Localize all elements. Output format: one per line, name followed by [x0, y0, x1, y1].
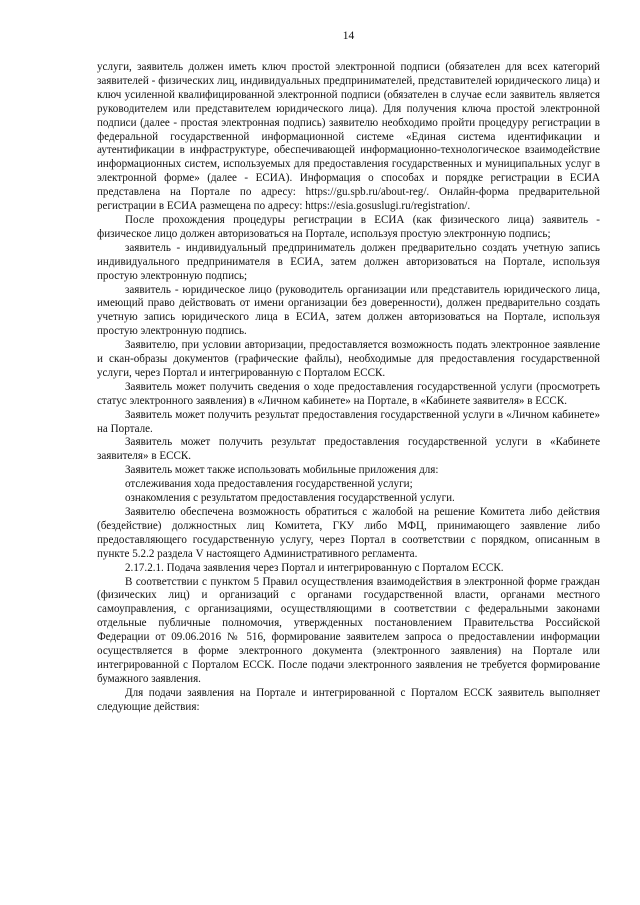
list-item-result: ознакомления с результатом предоставления государственной услуги. — [125, 492, 455, 505]
list-item-tracking: отслеживания хода предоставления государственной услуги; — [125, 478, 413, 491]
paragraph-result-portal: Заявитель может получить результат предоставления государственной услуги в «Личном кабинете» на Портале. — [97, 408, 600, 435]
paragraph-legal-entity: заявитель - юридическое лицо (руководитель организации или представитель юридического лица, имеющий право действовать от имени организации без доверенности), должен предварительно создать учетную запись юридического лица в ЕСИА, затем должен авторизоваться на Портале, используя простую электронную подпись. — [97, 283, 600, 338]
paragraph-complaint: Заявителю обеспечена возможность обратиться с жалобой на решение Комитета либо действия (бездействие) должностных лиц Комитета, ГКУ либо МФЦ, принимающего заявление либо предоставляющего государственную услугу, через Портал в соответствии с порядком, описанным в пункте 5.2.2 раздела V настоящего Административного регламента. — [97, 506, 600, 560]
paragraph-after-registration: После прохождения процедуры регистрации в ЕСИА (как физического лица) заявитель - физическое лицо должен авторизоваться на Портале, используя простую электронную подпись; — [97, 213, 600, 240]
paragraph-esia-key: услуги, заявитель должен иметь ключ простой электронной подписи (обязателен для всех категорий заявителей - физических лиц, индивидуальных предпринимателей, представителей юридического лица) и ключ усиленной квалифицированной электронной подписи (обязателен в случае если заявитель является руководителем или представителем юридического лица). Для получения ключа простой электронной подписи (далее - простая электронная подпись) заявителю необходимо пройти процедуру регистрации в федеральной государственной информационной системе «Единая система идентификации и аутентификации в инфраструктуре, обеспечивающей информационно-технологическое взаимодействие информационных систем, используемых для предоставления государственных и муниципальных услуг в электронной форме» (далее - ЕСИА). Информация о способах и порядке регистрации в ЕСИА представлена на Портале по адресу: https://gu.spb.ru/about-reg/. Онлайн-форма предварительной регистрации в ЕСИА размещена по адресу: https://esia.gosuslugi.ru/registration/. — [97, 61, 600, 213]
paragraph-submit-application: Заявителю, при условии авторизации, предоставляется возможность подать электронное заявление и скан-образы документов (графические файлы), необходимые для предоставления государственной услуги, через Портал и интегрированную с Порталом ЕССК. — [97, 339, 600, 379]
paragraph-result-essk: Заявитель может получить результат предоставления государственной услуги в «Кабинете заявителя» в ЕССК. — [97, 436, 600, 463]
paragraph-status-info: Заявитель может получить сведения о ходе предоставления государственной услуги (просмотреть статус электронного заявления) в «Личном кабинете» на Портале, в «Кабинете заявителя» в ЕССК. — [97, 380, 600, 407]
paragraph-rules-point-5: В соответствии с пунктом 5 Правил осуществления взаимодействия в электронной форме граждан (физических лиц) и организаций с органами государственной власти, органами местного самоуправления, с организациями, осуществляющими в соответствии с федеральными законами отдельные публичные полномочия, утвержденных постановлением Правительства Российской Федерации от 09.06.2016 № 516, формирование заявителем запроса о предоставлении информации осуществляется в форме электронного документа (электронного заявления) на Портале или интегрированной с Порталом ЕССК. После подачи электронного заявления не требуется формирование бумажного заявления. — [97, 575, 600, 685]
paragraph-entrepreneur: заявитель - индивидуальный предприниматель должен предварительно создать учетную запись индивидуального предпринимателя в ЕСИА, затем должен авторизоваться на Портале, используя простую электронную подпись; — [97, 241, 600, 282]
paragraph-actions-intro: Для подачи заявления на Портале и интегрированной с Порталом ЕССК заявитель выполняет следующие действия: — [97, 686, 600, 713]
section-heading-2-17-2-1: 2.17.2.1. Подача заявления через Портал и интегрированную с Порталом ЕССК. — [125, 561, 504, 574]
page-number: 14 — [342, 30, 355, 42]
document-body — [97, 61, 600, 715]
paragraph-mobile-apps: Заявитель может также использовать мобильные приложения для: — [125, 464, 439, 477]
